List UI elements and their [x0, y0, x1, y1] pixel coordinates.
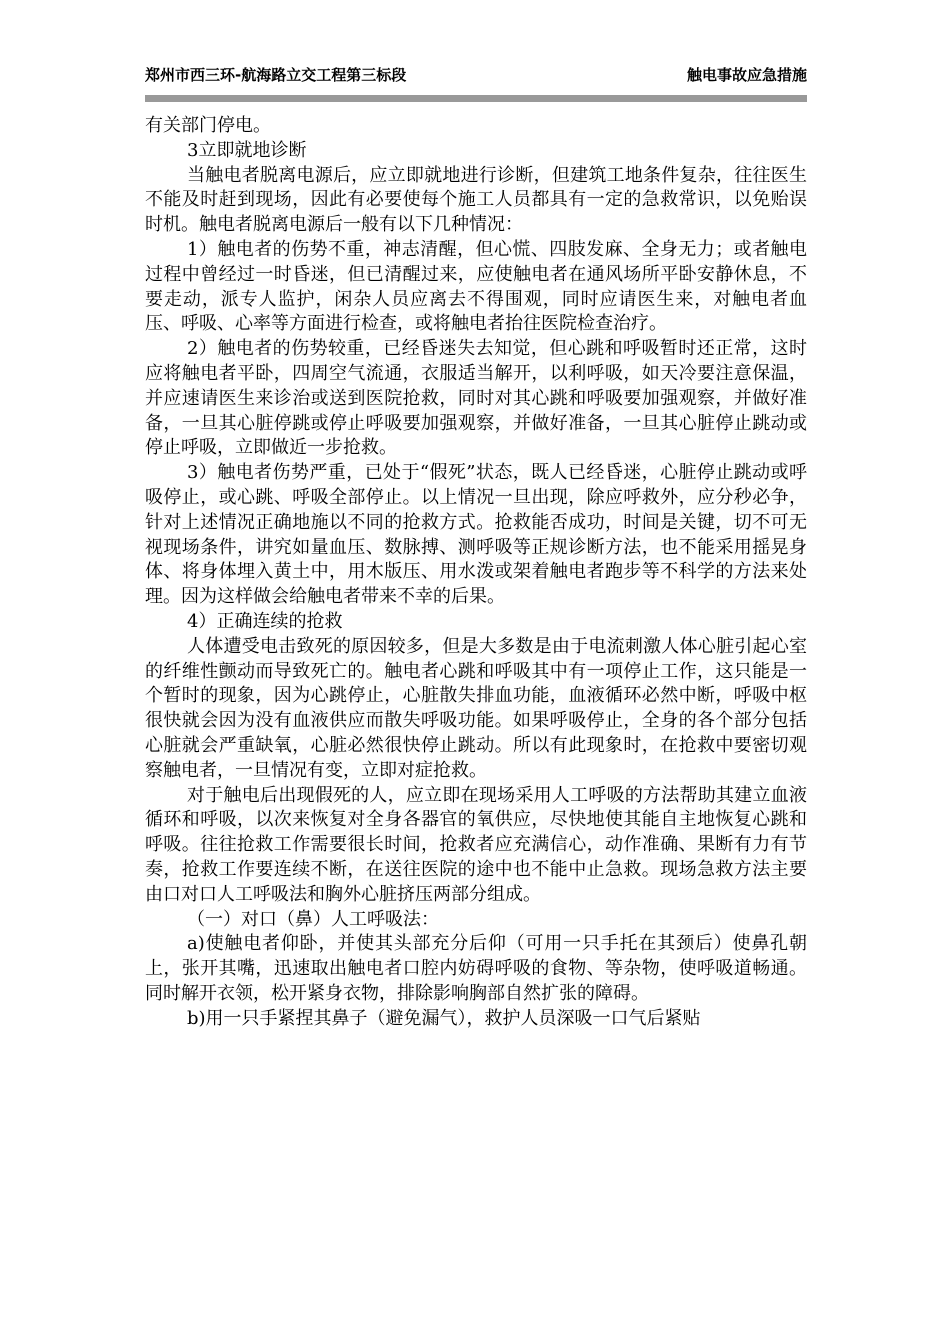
- header-project-title: 郑州市西三环-航海路立交工程第三标段: [145, 66, 407, 84]
- paragraph: 对于触电后出现假死的人，应立即在现场采用人工呼吸的方法帮助其建立血液循环和呼吸，以次来恢复对全身各器官的氧供应，尽快地使其能自主地恢复心跳和呼吸。往往抢救工作需要很长时间，抢救者应充满信心，动作准确、果断有力有节奏，抢救工作要连续不断，在送往医院的途中也不能中止急救。现场急救方法主要由口对口人工呼吸法和胸外心脏挤压两部分组成。: [145, 784, 807, 905]
- list-item: a)使触电者仰卧，并使其头部充分后仰（可用一只手托在其颈后）使鼻孔朝上，张开其嘴，迅速取出触电者口腔内妨碍呼吸的食物、等杂物，使呼吸道畅通。同时解开衣领，松开紧身衣物，排除影响胸部自然扩张的障碍。: [145, 933, 807, 1004]
- list-item: 3）触电者伤势严重，已处于“假死”状态，既人已经昏迷，心脏停止跳动或呼吸停止，或心跳、呼吸全部停止。以上情况一旦出现，除应呼救外，应分秒必争，针对上述情况正确地施以不同的抢救方式。抢救能否成功，时间是关键，切不可无视现场条件，讲究如量血压、数脉搏、测呼吸等正规诊断方法，也不能采用摇晃身体、将身体埋入黄土中，用木版压、用水泼或架着触电者跑步等不科学的方法来处理。因为这样做会给触电者带来不幸的后果。: [145, 462, 807, 608]
- document-body: [145, 114, 807, 1031]
- list-item: 1）触电者的伤势不重，神志清醒，但心慌、四肢发麻、全身无力；或者触电过程中曾经过一时昏迷，但已清醒过来，应使触电者在通风场所平卧安静休息，不要走动，派专人监护，闲杂人员应离去不得围观，同时应请医生来，对触电者血压、呼吸、心率等方面进行检查，或将触电者抬往医院检查治疗。: [145, 238, 807, 335]
- header-section-title: 触电事故应急措施: [686, 66, 807, 84]
- header-divider: [145, 95, 807, 102]
- section-heading: 4）正确连续的抢救: [187, 610, 343, 632]
- list-item: 2）触电者的伤势较重，已经昏迷失去知觉，但心跳和呼吸暂时还正常，这时应将触电者平卧，四周空气流通，衣服适当解开，以利呼吸，如天冷要注意保温，并应速请医生来诊治或送到医院抢救，同时对其心跳和呼吸要加强观察，并做好准备，一旦其心脏停跳或停止呼吸要加强观察，并做好准备，一旦其心脏停止跳动或停止呼吸，立即做近一步抢救。: [145, 338, 807, 459]
- list-item: b)用一只手紧捏其鼻子（避免漏气），救护人员深吸一口气后紧贴: [187, 1007, 701, 1029]
- section-heading: 3立即就地诊断: [187, 139, 307, 161]
- page-header: [145, 64, 807, 86]
- paragraph: 人体遭受电击致死的原因较多，但是大多数是由于电流刺激人体心脏引起心室的纤维性颤动而导致死亡的。触电者心跳和呼吸其中有一项停止工作，这只能是一个暂时的现象，因为心跳停止，心脏散失排血功能，血液循环必然中断，呼吸中枢很快就会因为没有血液供应而散失呼吸功能。如果呼吸停止，全身的各个部分包括心脏就会严重缺氧，心脏必然很快停止跳动。所以有此现象时，在抢救中要密切观察触电者，一旦情况有变，立即对症抢救。: [145, 635, 807, 781]
- section-heading: （一）对口（鼻）人工呼吸法：: [187, 908, 439, 930]
- paragraph: 有关部门停电。: [145, 115, 271, 136]
- paragraph: 当触电者脱离电源后，应立即就地进行诊断，但建筑工地条件复杂，往往医生不能及时赶到现场，因此有必要使每个施工人员都具有一定的急救常识，以免贻误时机。触电者脱离电源后一般有以下几种情况：: [145, 164, 807, 236]
